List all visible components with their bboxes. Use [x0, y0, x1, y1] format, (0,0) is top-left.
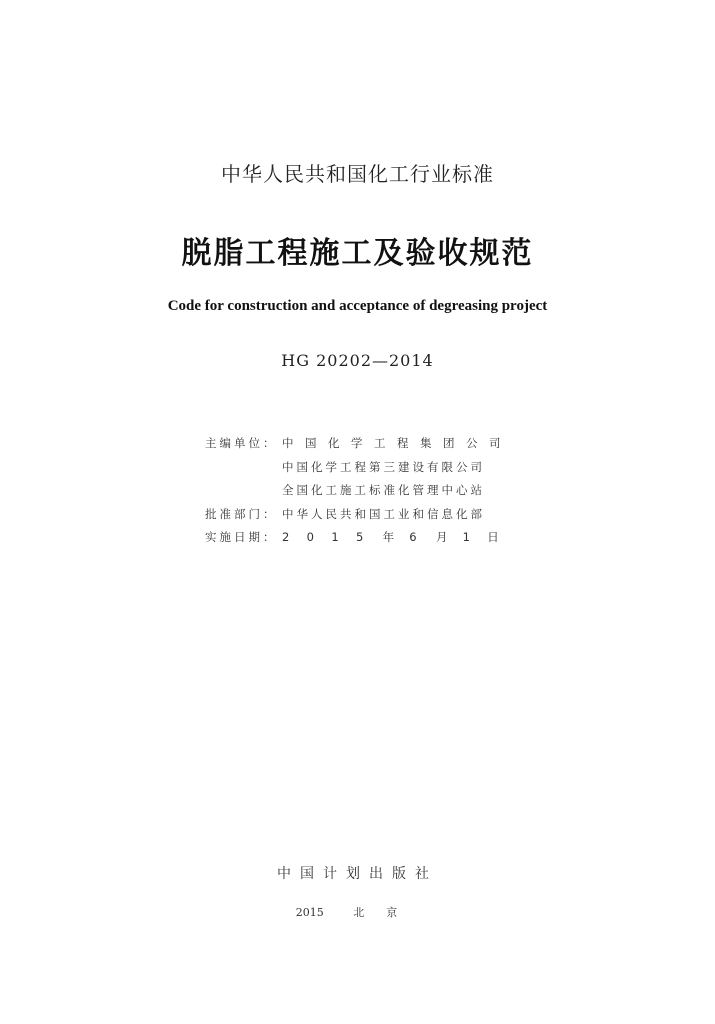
- publisher-name: 中国计划出版社: [277, 866, 438, 882]
- publication-info: [205, 432, 512, 550]
- chief-unit-row: [205, 432, 512, 456]
- chief-unit-label: 主编单位：: [205, 436, 278, 450]
- date-row: [205, 526, 512, 550]
- chief-unit-3: 全国化工施工标准化管理中心站: [282, 483, 485, 497]
- date-char: 月: [435, 530, 448, 544]
- date-char: 年: [382, 530, 395, 544]
- approve-department: 中华人民共和国工业和信息化部: [282, 506, 485, 521]
- date-char: 0: [306, 530, 314, 544]
- date-label: 实施日期：: [205, 530, 278, 544]
- chief-unit-2: 中国化学工程第三建设有限公司: [282, 459, 485, 474]
- date-char: 5: [355, 530, 364, 544]
- date-char: 2: [282, 530, 290, 544]
- document-title-english: Code for construction and acceptance of degreasing project: [167, 298, 548, 314]
- standard-number: HG 20202—2014: [281, 351, 434, 370]
- standard-series: 中华人民共和国化工行业标准: [221, 162, 494, 186]
- publication-city: 北京: [353, 906, 420, 919]
- chief-unit-row: [205, 456, 512, 480]
- document-title: 脱脂工程施工及验收规范: [181, 236, 534, 271]
- date-char: 日: [487, 530, 499, 544]
- date-char: 1: [462, 530, 470, 544]
- date-char: 6: [409, 530, 417, 544]
- approve-row: [205, 503, 512, 527]
- chief-unit-1: 中国化学工程集团公司: [282, 436, 512, 450]
- publication-year: 2015: [295, 906, 324, 919]
- publication-place: [0, 904, 715, 920]
- chief-unit-row: [205, 479, 512, 503]
- date-char: 1: [331, 530, 339, 544]
- approve-label: 批准部门：: [205, 506, 278, 521]
- effective-date: [282, 526, 508, 550]
